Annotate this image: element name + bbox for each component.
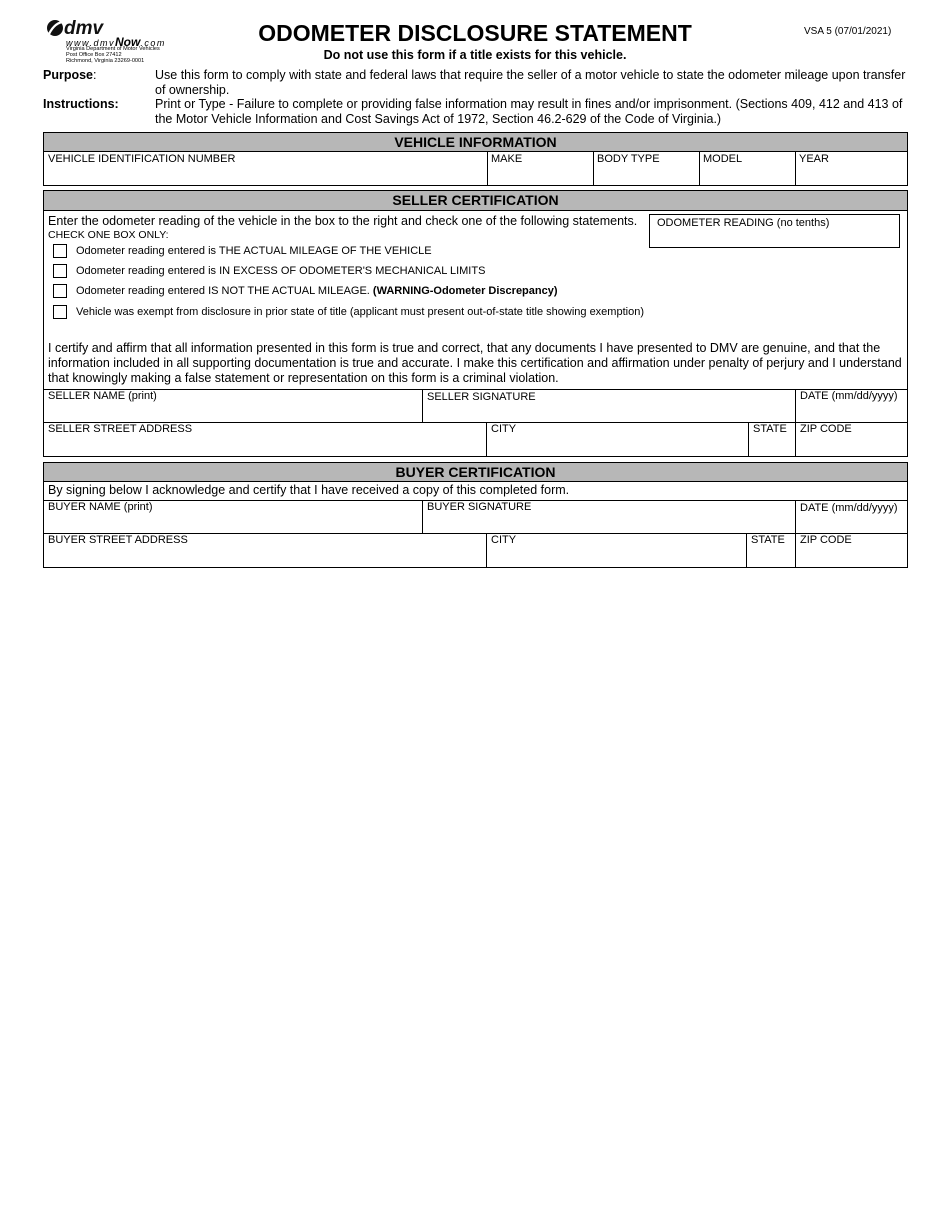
model-field[interactable]: MODEL [703,153,743,165]
seller-intro: Enter the odometer reading of the vehicle in the box to the right and check one of the following statements. [48,214,638,228]
seller-name-field[interactable]: SELLER NAME (print) [48,390,157,402]
body-type-field[interactable]: BODY TYPE [597,153,660,165]
logo-url: www.dmvNow.com [66,35,166,49]
excess-limits-checkbox[interactable] [53,264,67,278]
not-actual-mileage-option: Odometer reading entered IS NOT THE ACTUAL MILEAGE. (WARNING-Odometer Discrepancy) [76,285,558,297]
odometer-reading-field[interactable]: ODOMETER READING (no tenths) [649,214,900,248]
form-number: VSA 5 (07/01/2021) [804,26,892,37]
buyer-name-field[interactable]: BUYER NAME (print) [48,501,153,513]
check-one-label: CHECK ONE BOX ONLY: [48,229,169,241]
seller-date-field[interactable]: DATE (mm/dd/yyyy) [800,390,898,402]
year-field[interactable]: YEAR [799,153,829,165]
seller-signature-field[interactable]: SELLER SIGNATURE [427,391,536,403]
vehicle-information-heading: VEHICLE INFORMATION [44,133,907,152]
seller-street-field[interactable]: SELLER STREET ADDRESS [48,423,193,435]
page-title: ODOMETER DISCLOSURE STATEMENT [258,20,692,46]
exempt-option: Vehicle was exempt from disclosure in prior state of title (applicant must present out-of-state title showing exemption) [76,306,644,318]
dmv-logo [44,18,184,68]
instructions-label: Instructions: [43,97,119,111]
page-subtitle: Do not use this form if a title exists for this vehicle. [323,48,627,62]
vehicle-information-section [43,132,908,186]
not-actual-mileage-checkbox[interactable] [53,284,67,298]
actual-mileage-checkbox[interactable] [53,244,67,258]
agency-address: Virginia Department of Motor Vehicles Post Office Box 27412 Richmond, Virginia 23269-0001 [66,46,160,65]
svg-text:dmv: dmv [64,18,104,39]
buyer-date-field[interactable]: DATE (mm/dd/yyyy) [800,502,898,514]
buyer-acknowledgement: By signing below I acknowledge and certify that I have received a copy of this completed form. [48,483,570,497]
buyer-zip-field[interactable]: ZIP CODE [800,534,852,546]
buyer-signature-field[interactable]: BUYER SIGNATURE [427,501,532,513]
seller-city-field[interactable]: CITY [491,423,517,435]
excess-limits-option: Odometer reading entered is IN EXCESS OF ODOMETER'S MECHANICAL LIMITS [76,265,486,277]
purpose-label: Purpose: [43,68,97,82]
actual-mileage-option: Odometer reading entered is THE ACTUAL MILEAGE OF THE VEHICLE [76,245,432,257]
purpose-text: Use this form to comply with state and federal laws that require the seller of a motor vehicle to state the odometer mileage upon transfer of ownership. [155,68,906,97]
vin-field[interactable]: VEHICLE IDENTIFICATION NUMBER [48,153,236,165]
buyer-certification-heading: BUYER CERTIFICATION [44,463,907,482]
instructions-text: Print or Type - Failure to complete or providing false information may result in fines and/or imprisonment. (Sections 409, 412 and 413 of the Motor Vehicle Information and Cost Savings Act of 1972, Section 46.2-629 of the Code of Virginia.) [155,97,903,126]
seller-state-field[interactable]: STATE [753,423,787,435]
seller-certify-statement: I certify and affirm that all information presented in this form is true and correct, that any documents I have presented to DMV are genuine, and that the information included in all supporting documentation is true and accurate. I make this certification and affirmation under penalty of perjury and I understand that knowingly making a false statement or representation on this form is a criminal violation. [48,341,902,385]
exempt-checkbox[interactable] [53,305,67,319]
buyer-state-field[interactable]: STATE [751,534,785,546]
buyer-city-field[interactable]: CITY [491,534,517,546]
buyer-street-field[interactable]: BUYER STREET ADDRESS [48,534,188,546]
seller-certification-heading: SELLER CERTIFICATION [44,191,907,211]
make-field[interactable]: MAKE [491,153,523,165]
seller-zip-field[interactable]: ZIP CODE [800,423,852,435]
